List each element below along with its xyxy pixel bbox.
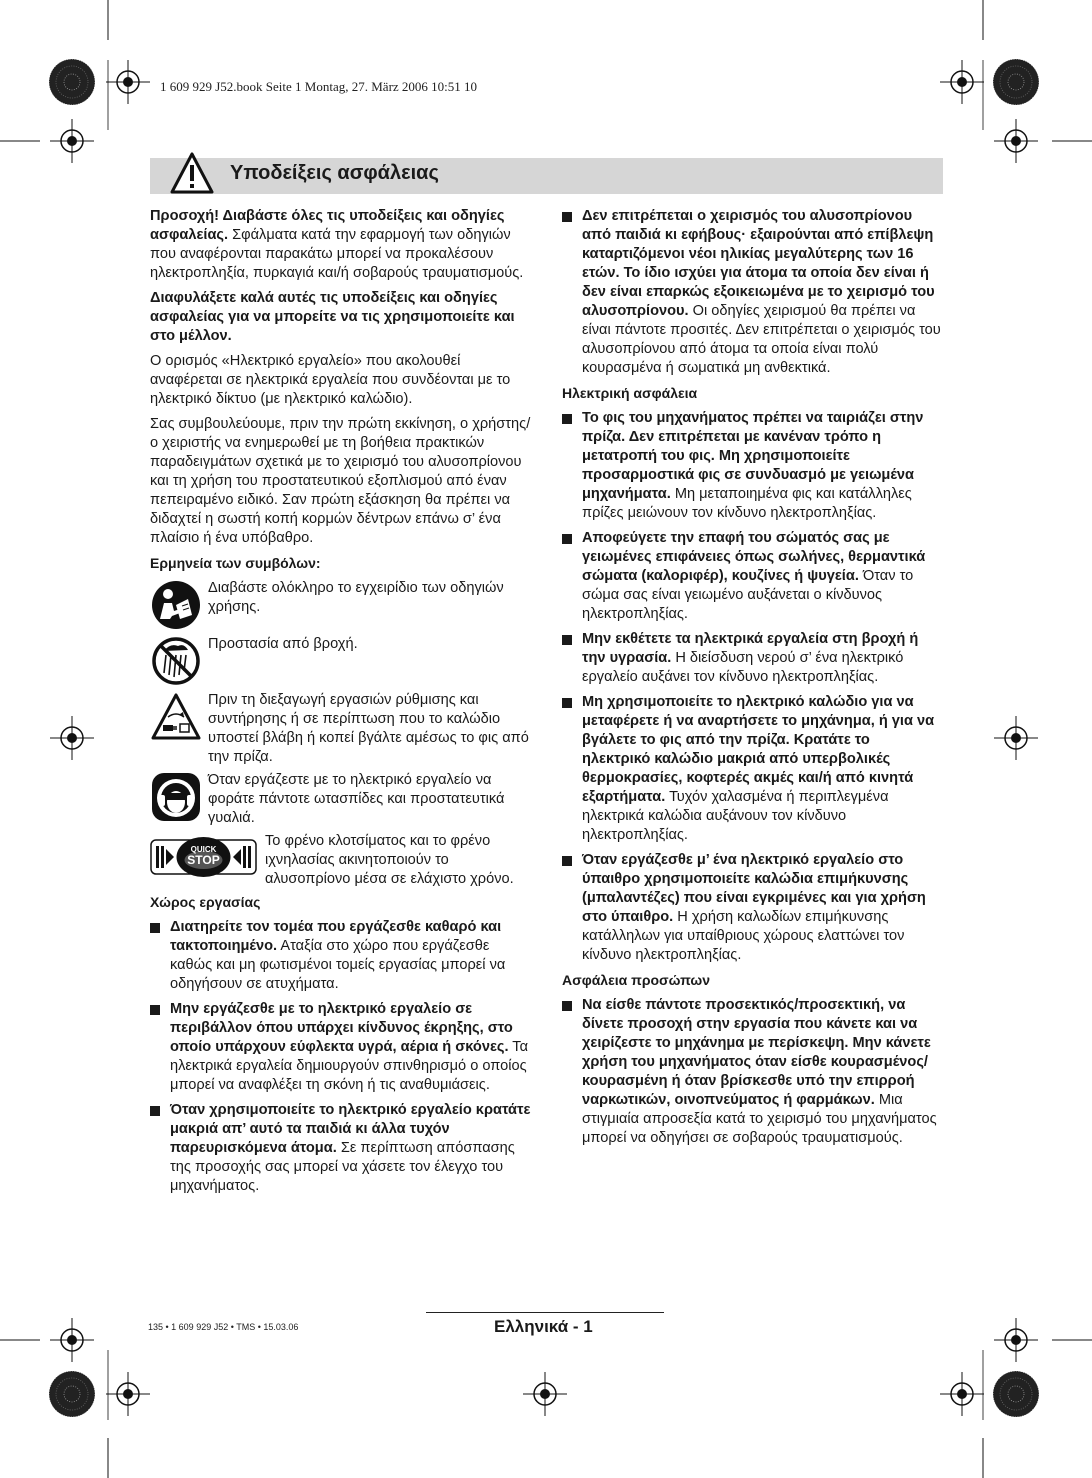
symbol-text: Το φρένο κλοτσίματος και το φρένο ιχνηλασίας ακινητοποιούν το αλυσοπρίονο μέσα σε ελάχιστο χρόνο. [265, 833, 514, 887]
symbol-row [150, 691, 532, 767]
intro-paragraph: Προσοχή! Διαβάστε όλες τις υποδείξεις και οδηγίες ασφαλείας. Σφάλματα κατά την εφαρμογή των οδηγιών που αναφέρονται παρακάτω μπορεί να προκαλέσουν ηλεκτροπληξία, πυρκαγιά και/ή σοβαρούς τραυματισμούς. [150, 208, 524, 281]
bullet-square-icon [150, 1106, 160, 1116]
page-number: Ελληνικά - 1 [494, 1317, 593, 1336]
unplug-warning-icon [150, 691, 202, 743]
workarea-heading: Χώρος εργασίας [150, 894, 261, 910]
symbol-row [150, 635, 532, 687]
electric-safety-heading: Ηλεκτρική ασφάλεια [562, 385, 698, 401]
right-column [562, 207, 942, 1154]
symbol-row [150, 579, 532, 631]
list-item: Μην εργάζεσθε με το ηλεκτρικό εργαλείο σε περιβάλλον όπου υπάρχει κίνδυνος έκρηξης, στο οποίο υπάρχουν εύφλεκτα υγρά, αέρια ή σκόνες. Τα ηλεκτρικά εργαλεία δημιουργούν σπινθηρισμό ο οποίος μπορεί να αναφλέξει τη σκόνη ή τις αναθυμιάσεις. [150, 1000, 532, 1095]
ear-eye-protection-icon [150, 771, 202, 823]
symbol-row [150, 771, 532, 828]
symbol-text: Προστασία από βροχή. [208, 636, 358, 652]
list-item: Μην εκθέτετε τα ηλεκτρικά εργαλεία στη βροχή ή την υγρασία. Η διείσδυση νερού σ’ ένα ηλεκτρικό εργαλείο αυξάνει τον κίνδυνο ηλεκτροπληξίας. [562, 630, 942, 687]
footer-rule [426, 1312, 664, 1313]
list-item: Όταν χρησιμοποιείτε το ηλεκτρικό εργαλείο κρατάτε μακριά απ’ αυτό τα παιδιά κι άλλα τυχόν παρευρισκόμενα άτομα. Σε περίπτωση απόσπασης της προσοχής σας μπορεί να χάσετε τον έλεγχο του μηχανήματος. [150, 1101, 532, 1196]
symbols-heading: Ερμηνεία των συμβόλων: [150, 555, 321, 571]
list-item: Διατηρείτε τον τομέα που εργάζεσθε καθαρό και τακτοποιημένο. Αταξία στο χώρο που εργάζεσθε καθώς και μη φωτισμένοι τομείς εργασίας μπορεί να οδηγήσουν σε ατυχήματα. [150, 918, 532, 994]
bullet-square-icon [150, 1005, 160, 1015]
bullet-square-icon [562, 635, 572, 645]
bullet-square-icon [562, 212, 572, 222]
no-rain-icon [150, 635, 202, 687]
bullet-square-icon [562, 856, 572, 866]
read-manual-icon [150, 579, 202, 631]
list-item: Το φις του μηχανήματος πρέπει να ταιριάζει στην πρίζα. Δεν επιτρέπεται με κανέναν τρόπο η μετατροπή του φις. Μη χρησιμοποιείτε προσαρμοστικά φις σε συνδυασμό με γειωμένα μηχανήματα. Μη μεταποιημένα φις και κατάλληλες πρίζες μειώνουν τον κίνδυνο ηλεκτροπληξίας. [562, 409, 942, 523]
symbol-text: Διαβάστε ολόκληρο το εγχειρίδιο των οδηγιών χρήσης. [208, 580, 504, 615]
list-item: Αποφεύγετε την επαφή του σώματός σας με γειωμένες επιφάνειες όπως σωλήνες, θερμαντικά σώματα (καλοριφέρ), κουζίνες ή ψυγεία. Όταν το σώμα σας είναι γειωμένο αυξάνεται ο κίνδυνος ηλεκτροπληξίας. [562, 529, 942, 624]
bullet-square-icon [150, 923, 160, 933]
symbol-row [150, 832, 532, 889]
training-paragraph: Σας συμβουλεύουμε, πριν την πρώτη εκκίνηση, ο χρήστης/ο χειριστής να ενημερωθεί με τη βοήθεια πρακτικών παραδειγμάτων σχετικά με το χειρισμό του αλυσοπρίονου και τη χρήση του προστατευτικού εξοπλισμού από έναν πεπειραμένο ειδικό. Σαν πρώτη εξάσκηση θα πρέπει να διδαχτεί η σωστή κοπή κορμών δέντρων επάνω σ’ ένα πλαίσιο ή ένα υπόβαθρο. [150, 416, 531, 546]
quick-label: QUICK [190, 845, 217, 854]
bullet-square-icon [562, 534, 572, 544]
list-item: Μη χρησιμοποιείτε το ηλεκτρικό καλώδιο για να μεταφέρετε ή να αναρτήσετε το μηχάνημα, ή για να βγάλετε το φις από την πρίζα. Κρατάτε το ηλεκτρικό καλώδιο μακριά από υπερβολικές θερμοκρασίες, κοφτερές ακμές και/ή από κινητά εξαρτήματα. Τυχόν χαλασμένα ή περιπλεγμένα ηλεκτρικά καλώδια αυξάνουν τον κίνδυνο ηλεκτροπληξίας. [562, 693, 942, 845]
bullet-square-icon [562, 414, 572, 424]
list-item: Όταν εργάζεσθε μ’ ένα ηλεκτρικό εργαλείο στο ύπαιθρο χρησιμοποιείτε καλώδια επιμήκυνσης (μπαλαντέζες) που είναι εγκριμένες και για χρήση στο ύπαιθρο. Η χρήση καλωδίων επιμήκυνσης κατάλληλων για υπαίθριους χώρους ελαττώνει τον κίνδυνο ηλεκτροπληξίας. [562, 851, 942, 965]
list-item: Να είσθε πάντοτε προσεκτικός/προσεκτική, να δίνετε προσοχή στην εργασία που κάνετε και να χειρίζεστε το μηχάνημα με περίσκεψη. Μην κάνετε χρήση του μηχανήματος όταν είσθε κουρασμένος/κουρασμένη ή όταν βρίσκεσθε υπό την επιρροή ναρκωτικών, οινοπνεύματος ή φαρμάκων. Μια στιγμιαία απροσεξία κατά το χειρισμό του μηχανήματος μπορεί να οδηγήσει σε σοβαρούς τραυματισμούς. [562, 996, 942, 1148]
bullet-square-icon [562, 698, 572, 708]
personal-safety-heading: Ασφάλεια προσώπων [562, 972, 711, 988]
symbol-text: Πριν τη διεξαγωγή εργασιών ρύθμισης και συντήρησης ή σε περίπτωση που το καλώδιο υποστεί βλάβη ή κοπεί βγάλτε αμέσως το φις από την πρίζα. [208, 692, 529, 765]
list-item: Δεν επιτρέπεται ο χειρισμός του αλυσοπρίονου από παιδιά κι εφήβους· εξαιρούνται από επίβλεψη καταρτιζόμενοι νέοι ηλικίας μεγαλύτερης των 16 ετών. Το ίδιο ισχύει για άτομα τα οποία δεν είναι ή δεν είναι επαρκώς εξοικειωμένα με το χειρισμό του αλυσοπρίονου. Οι οδηγίες χειρισμού θα πρέπει να είναι πάντοτε προσιτές. Δεν επιτρέπεται ο χειρισμός του αλυσοπρίονου από άτομα τα οποία είναι πολύ κουρασμένα ή σωματικά μη ανθεκτικά. [562, 207, 942, 378]
keep-instructions-paragraph: Διαφυλάξετε καλά αυτές τις υποδείξεις και οδηγίες ασφαλείας για να μπορείτε να τις χρησιμοποιείτε και στο μέλλον. [150, 290, 515, 344]
definition-paragraph: Ο ορισμός «Ηλεκτρικό εργαλείο» που ακολουθεί αναφέρεται σε ηλεκτρικά εργαλεία που συνδέονται με το ηλεκτρικό δίκτυο (με ηλεκτρικό καλώδιο). [150, 353, 511, 407]
symbol-text: Όταν εργάζεστε με το ηλεκτρικό εργαλείο να φοράτε πάντοτε ωτασπίδες και προστατευτικά γυαλιά. [208, 772, 505, 826]
footer-print-code: 135 • 1 609 929 J52 • TMS • 15.03.06 [148, 1322, 299, 1332]
quick-stop-icon [150, 832, 257, 882]
warning-triangle-icon [170, 151, 214, 195]
file-meta-line: 1 609 929 J52.book Seite 1 Montag, 27. März 2006 10:51 10 [160, 79, 478, 94]
bullet-square-icon [562, 1001, 572, 1011]
stop-label: STOP [187, 853, 220, 867]
left-column [150, 207, 532, 1202]
page-title: Υποδείξεις ασφάλειας [230, 162, 439, 184]
